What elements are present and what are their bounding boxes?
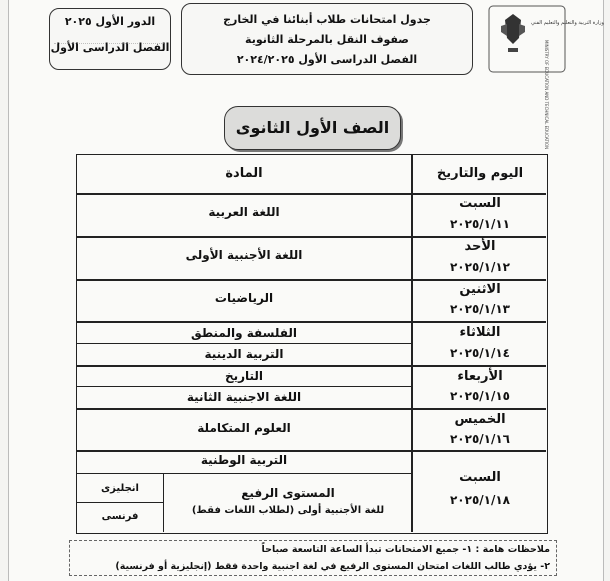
term-label: الفصل الدراسى الأول xyxy=(50,41,170,54)
row-1-date: ٢٠٢٥/١/١١ xyxy=(449,217,511,231)
advanced-level-title: المستوى الرفيع xyxy=(241,486,335,500)
note-2: ٢- يؤدي طالب اللغات امتحان المستوى الرفيع في لغة اجنبية واحدة فقط (إنجليزية أو فرنسية) xyxy=(115,561,550,572)
title-line-1: جدول امتحانات طلاب أبنائنا في الخارج xyxy=(223,13,431,26)
title-line-2: صفوف النقل بالمرحلة الثانوية xyxy=(245,33,409,46)
row-1-day: السبت xyxy=(459,196,501,211)
advanced-english: انجليزى xyxy=(101,483,139,494)
header-day: اليوم والتاريخ xyxy=(436,166,524,181)
row-5-subject-1: التاريخ xyxy=(224,369,264,383)
note-1: ملاحظات هامة : ١- جميع الامتحانات تبدأ الساعة التاسعة صباحاً xyxy=(261,544,550,555)
session-label: الدور الأول ٢٠٢٥ xyxy=(64,15,156,28)
advanced-french: فرنسى xyxy=(101,511,139,522)
notes-box xyxy=(69,540,557,576)
row-3-day: الاثنين xyxy=(459,282,501,297)
row-3-subject: الرياضيات xyxy=(214,291,274,305)
title-box xyxy=(181,3,473,75)
logo-text-en: MINISTRY OF EDUCATION AND TECHNICAL EDUCATION xyxy=(544,40,549,150)
row-3-date: ٢٠٢٥/١/١٣ xyxy=(449,302,511,316)
row-7-day: السبت xyxy=(459,470,501,485)
grade-title: الصف الأول الثانوى xyxy=(224,106,401,150)
session-box xyxy=(49,8,171,70)
stamp-mark xyxy=(54,43,164,64)
row-5-day: الأربعاء xyxy=(457,369,503,384)
advanced-level-note: للغة الأجنبية أولى (لطلاب اللغات فقط) xyxy=(191,505,385,516)
row-4-day: الثلاثاء xyxy=(459,325,501,340)
page xyxy=(8,0,604,581)
row-6-date: ٢٠٢٥/١/١٦ xyxy=(449,432,511,446)
row-2-subject: اللغة الأجنبية الأولى xyxy=(185,248,303,262)
row-7-subject: التربية الوطنية xyxy=(200,453,288,467)
ministry-logo xyxy=(487,4,604,150)
logo-text-ar: وزارة التربية والتعليم والتعليم الفني xyxy=(531,20,604,26)
row-1-subject: اللغة العربية xyxy=(208,205,280,219)
row-5-date: ٢٠٢٥/١/١٥ xyxy=(449,389,511,403)
row-4-subject-1: الفلسفة والمنطق xyxy=(191,326,297,340)
row-4-date: ٢٠٢٥/١/١٤ xyxy=(449,346,511,360)
row-2-day: الأحد xyxy=(464,239,496,254)
row-6-subject: العلوم المتكاملة xyxy=(197,421,291,435)
schedule-table xyxy=(76,154,548,534)
row-2-date: ٢٠٢٥/١/١٢ xyxy=(449,260,511,274)
header-subject: المادة xyxy=(225,166,263,181)
title-line-3: الفصل الدراسى الأول ٢٠٢٤/٢٠٢٥ xyxy=(236,53,418,66)
row-5-subject-2: اللغة الاجنبية الثانية xyxy=(186,390,302,404)
row-4-subject-2: التربية الدينية xyxy=(204,347,284,361)
row-6-day: الخميس xyxy=(454,412,506,427)
row-7-date: ٢٠٢٥/١/١٨ xyxy=(449,493,511,507)
